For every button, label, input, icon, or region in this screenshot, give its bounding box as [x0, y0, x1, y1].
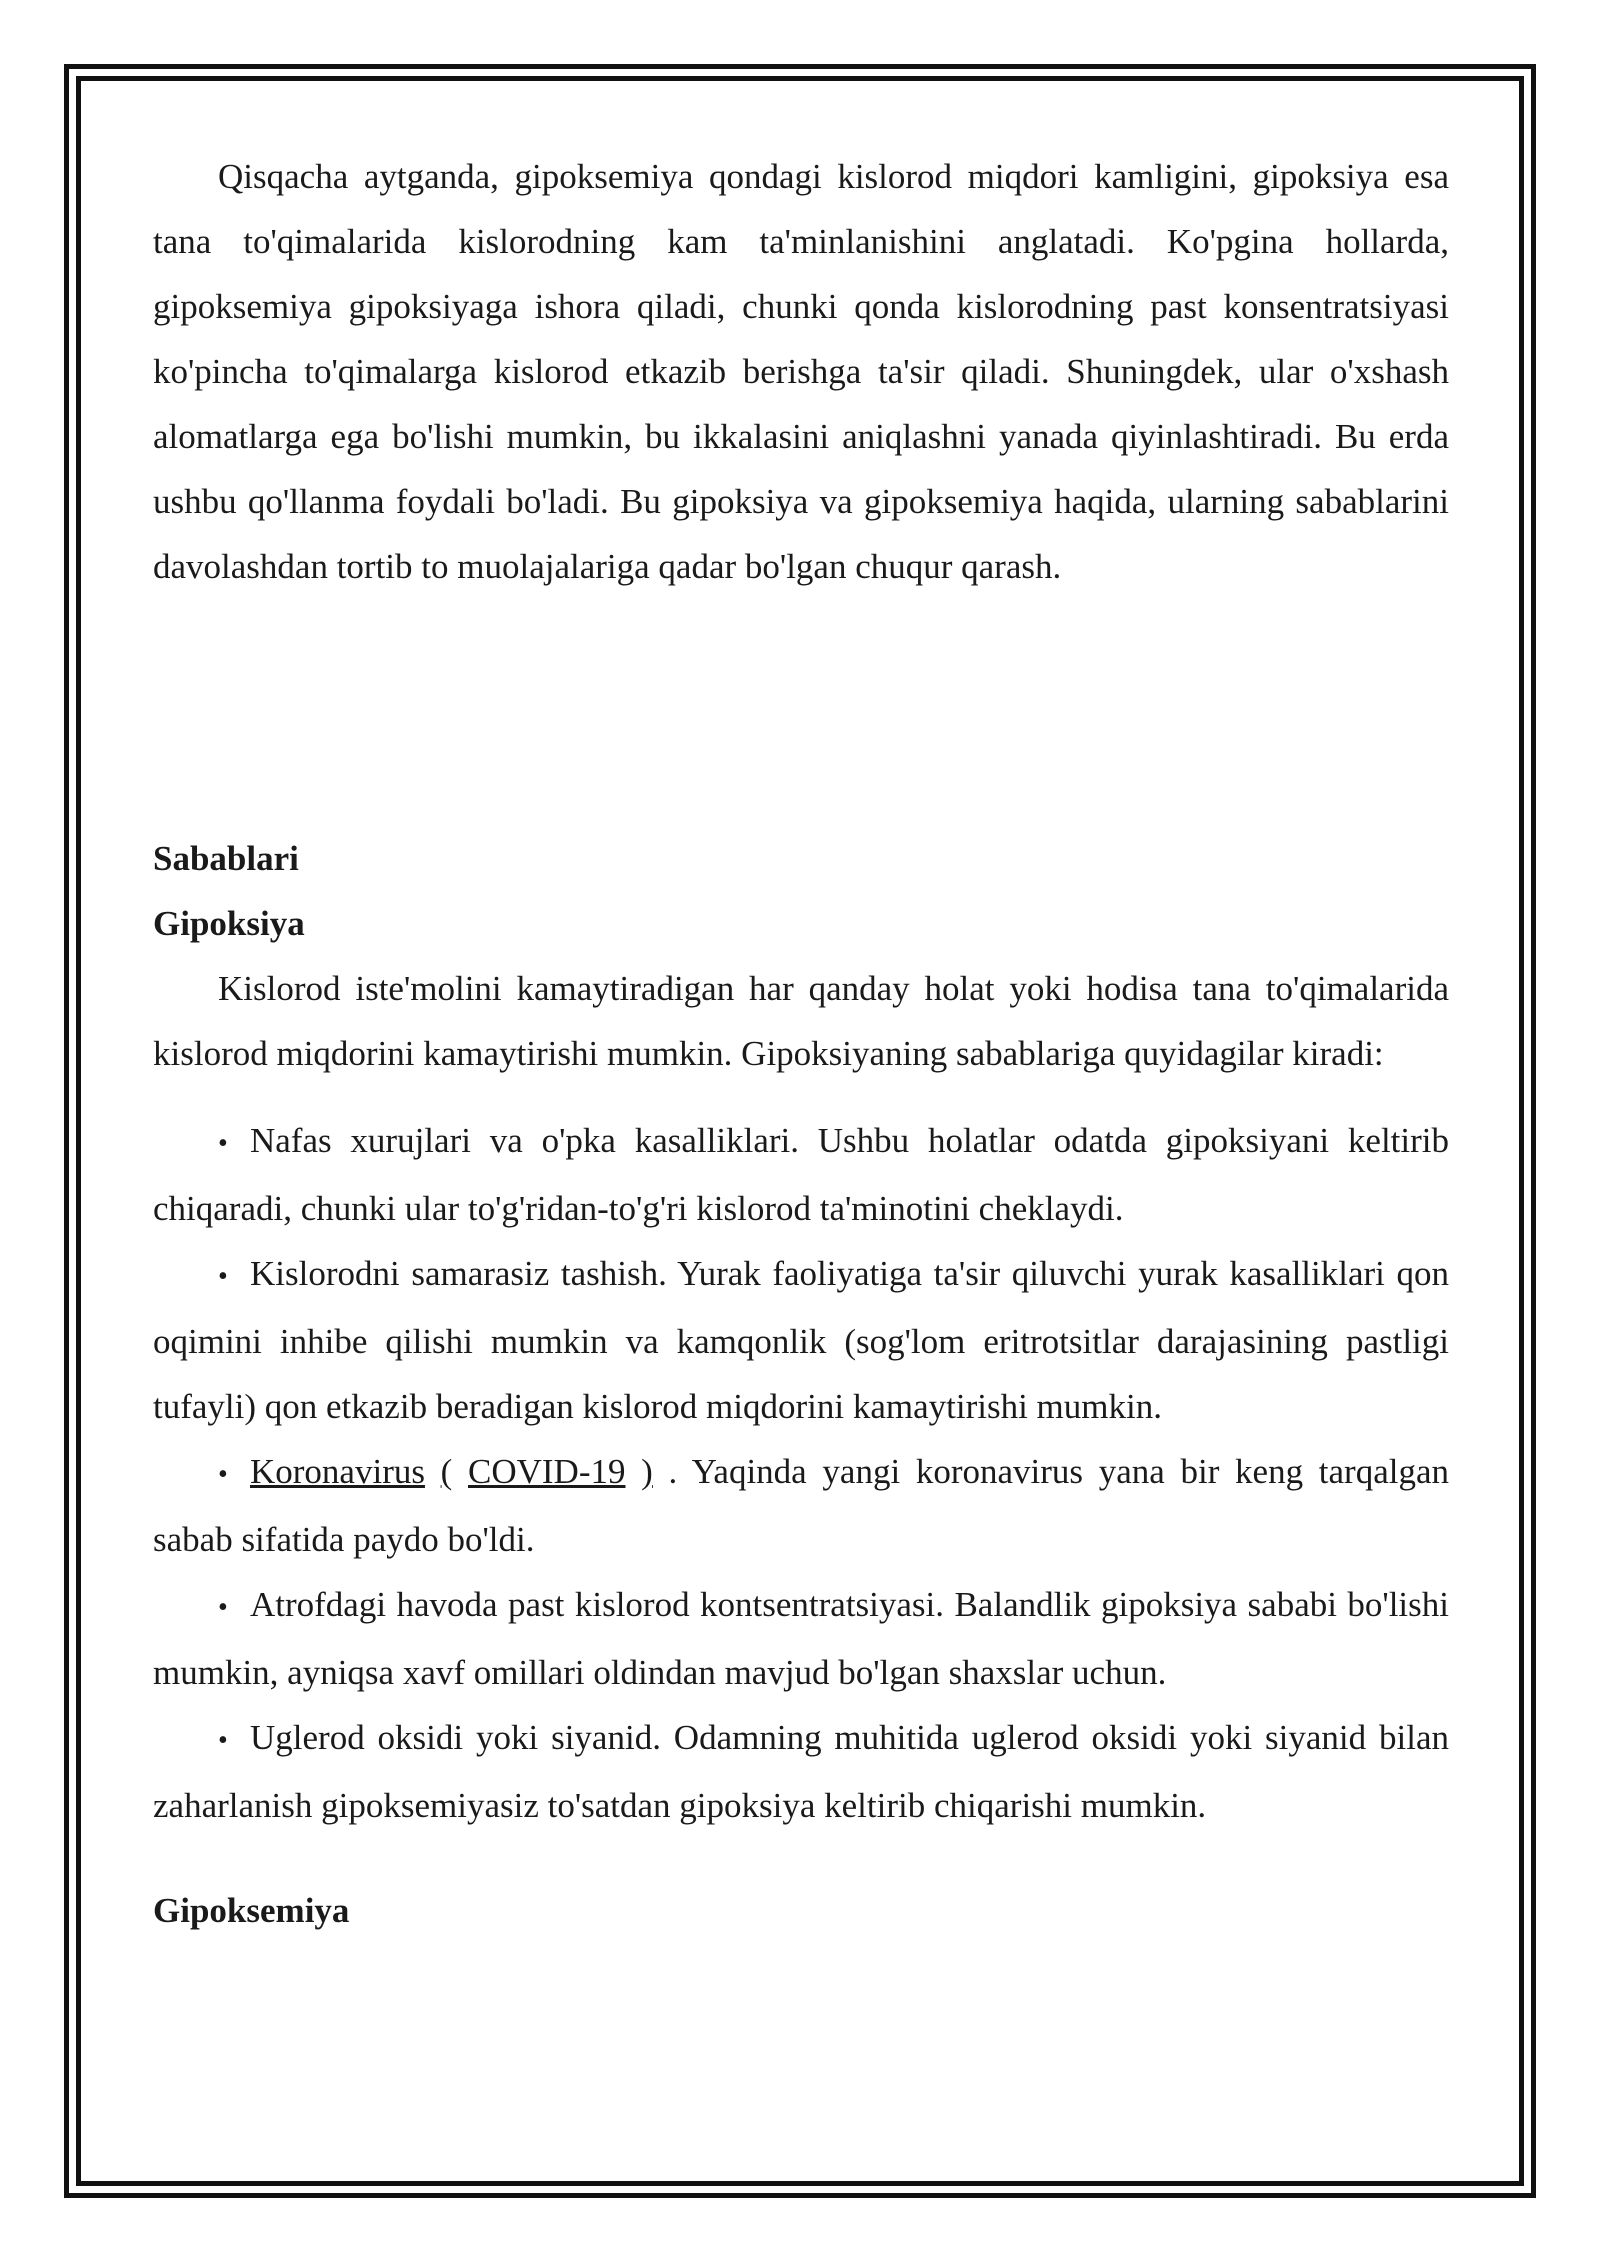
list-item-text: Nafas xurujlari va o'pka kasalliklari. Ushbu holatlar odatda gipoksiyani keltirib chiqaradi, chunki ular to'g'ridan-to'g'ri kislorod ta'minotini cheklaydi.	[153, 1121, 1449, 1228]
list-item	[153, 1241, 1449, 1439]
hypoxemia-heading: Gipoksemiya	[153, 1891, 350, 1930]
coronavirus-link[interactable]: Koronavirus	[250, 1452, 425, 1491]
link-separator	[425, 1452, 441, 1491]
list-item-text: Uglerod oksidi yoki siyanid. Odamning muhitida uglerod oksidi yoki siyanid bilan zaharlanish gipoksemiyasiz to'satdan gipoksiya keltirib chiqarishi mumkin.	[153, 1718, 1449, 1825]
link-separator	[452, 1452, 468, 1491]
hypoxia-heading: Gipoksiya	[153, 904, 305, 943]
list-item-text: . Yaqinda yangi koronavirus yana bir keng tarqalgan sabab sifatida paydo bo'ldi.	[153, 1452, 1449, 1559]
spacer	[153, 1838, 1449, 1878]
section-title: Sabablari	[153, 839, 299, 878]
list-item-text: Kislorodni samarasiz tashish. Yurak faoliyatiga ta'sir qiluvchi yurak kasalliklari qon oqimini inhibe qilishi mumkin va kamqonlik (sog'lom eritrotsitlar darajasining pastligi tufayli) qon etkazib beradigan kislorod miqdorini kamaytirishi mumkin.	[153, 1254, 1449, 1426]
bullet-icon: •	[218, 1459, 228, 1490]
list-item	[153, 1705, 1449, 1838]
covid-19-link[interactable]: COVID-19	[468, 1452, 626, 1491]
list-item	[153, 1572, 1449, 1705]
paren-open-link[interactable]: (	[440, 1452, 453, 1491]
bullet-icon: •	[218, 1725, 228, 1756]
intro-paragraph: Qisqacha aytganda, gipoksemiya qondagi kislorod miqdori kamligini, gipoksiya esa tana to'qimalarida kislorodning kam ta'minlanishini anglatadi. Ko'pgina hollarda, gipoksemiya gipoksiyaga ishora qiladi, chunki qonda kislorodning past konsentratsiyasi ko'pincha to'qimalarga kislorod etkazib berishga ta'sir qiladi. Shuningdek, ular o'xshash alomatlarga ega bo'lishi mumkin, bu ikkalasini aniqlashni yanada qiyinlashtiradi. Bu erda ushbu qo'llanma foydali bo'ladi. Bu gipoksiya va gipoksemiya haqida, ularning sabablarini davolashdan tortib to muolajalariga qadar bo'lgan chuqur qarash.	[153, 157, 1449, 586]
bullet-icon: •	[218, 1592, 228, 1623]
hypoxia-lead-paragraph: Kislorod iste'molini kamaytiradigan har qanday holat yoki hodisa tana to'qimalarida kislorod miqdorini kamaytirishi mumkin. Gipoksiyaning sabablariga quyidagilar kiradi:	[153, 969, 1449, 1073]
list-item	[153, 1108, 1449, 1241]
spacer	[153, 599, 1449, 826]
bullet-icon: •	[218, 1128, 228, 1159]
hypoxia-causes-list	[153, 1108, 1449, 1838]
bullet-icon: •	[218, 1261, 228, 1292]
list-item	[153, 1439, 1449, 1572]
link-separator	[625, 1452, 641, 1491]
paren-close-link[interactable]: )	[641, 1452, 653, 1491]
document-body	[153, 144, 1449, 1943]
list-item-text: Atrofdagi havoda past kislorod kontsentratsiyasi. Balandlik gipoksiya sababi bo'lishi mumkin, ayniqsa xavf omillari oldindan mavjud bo'lgan shaxslar uchun.	[153, 1585, 1449, 1692]
